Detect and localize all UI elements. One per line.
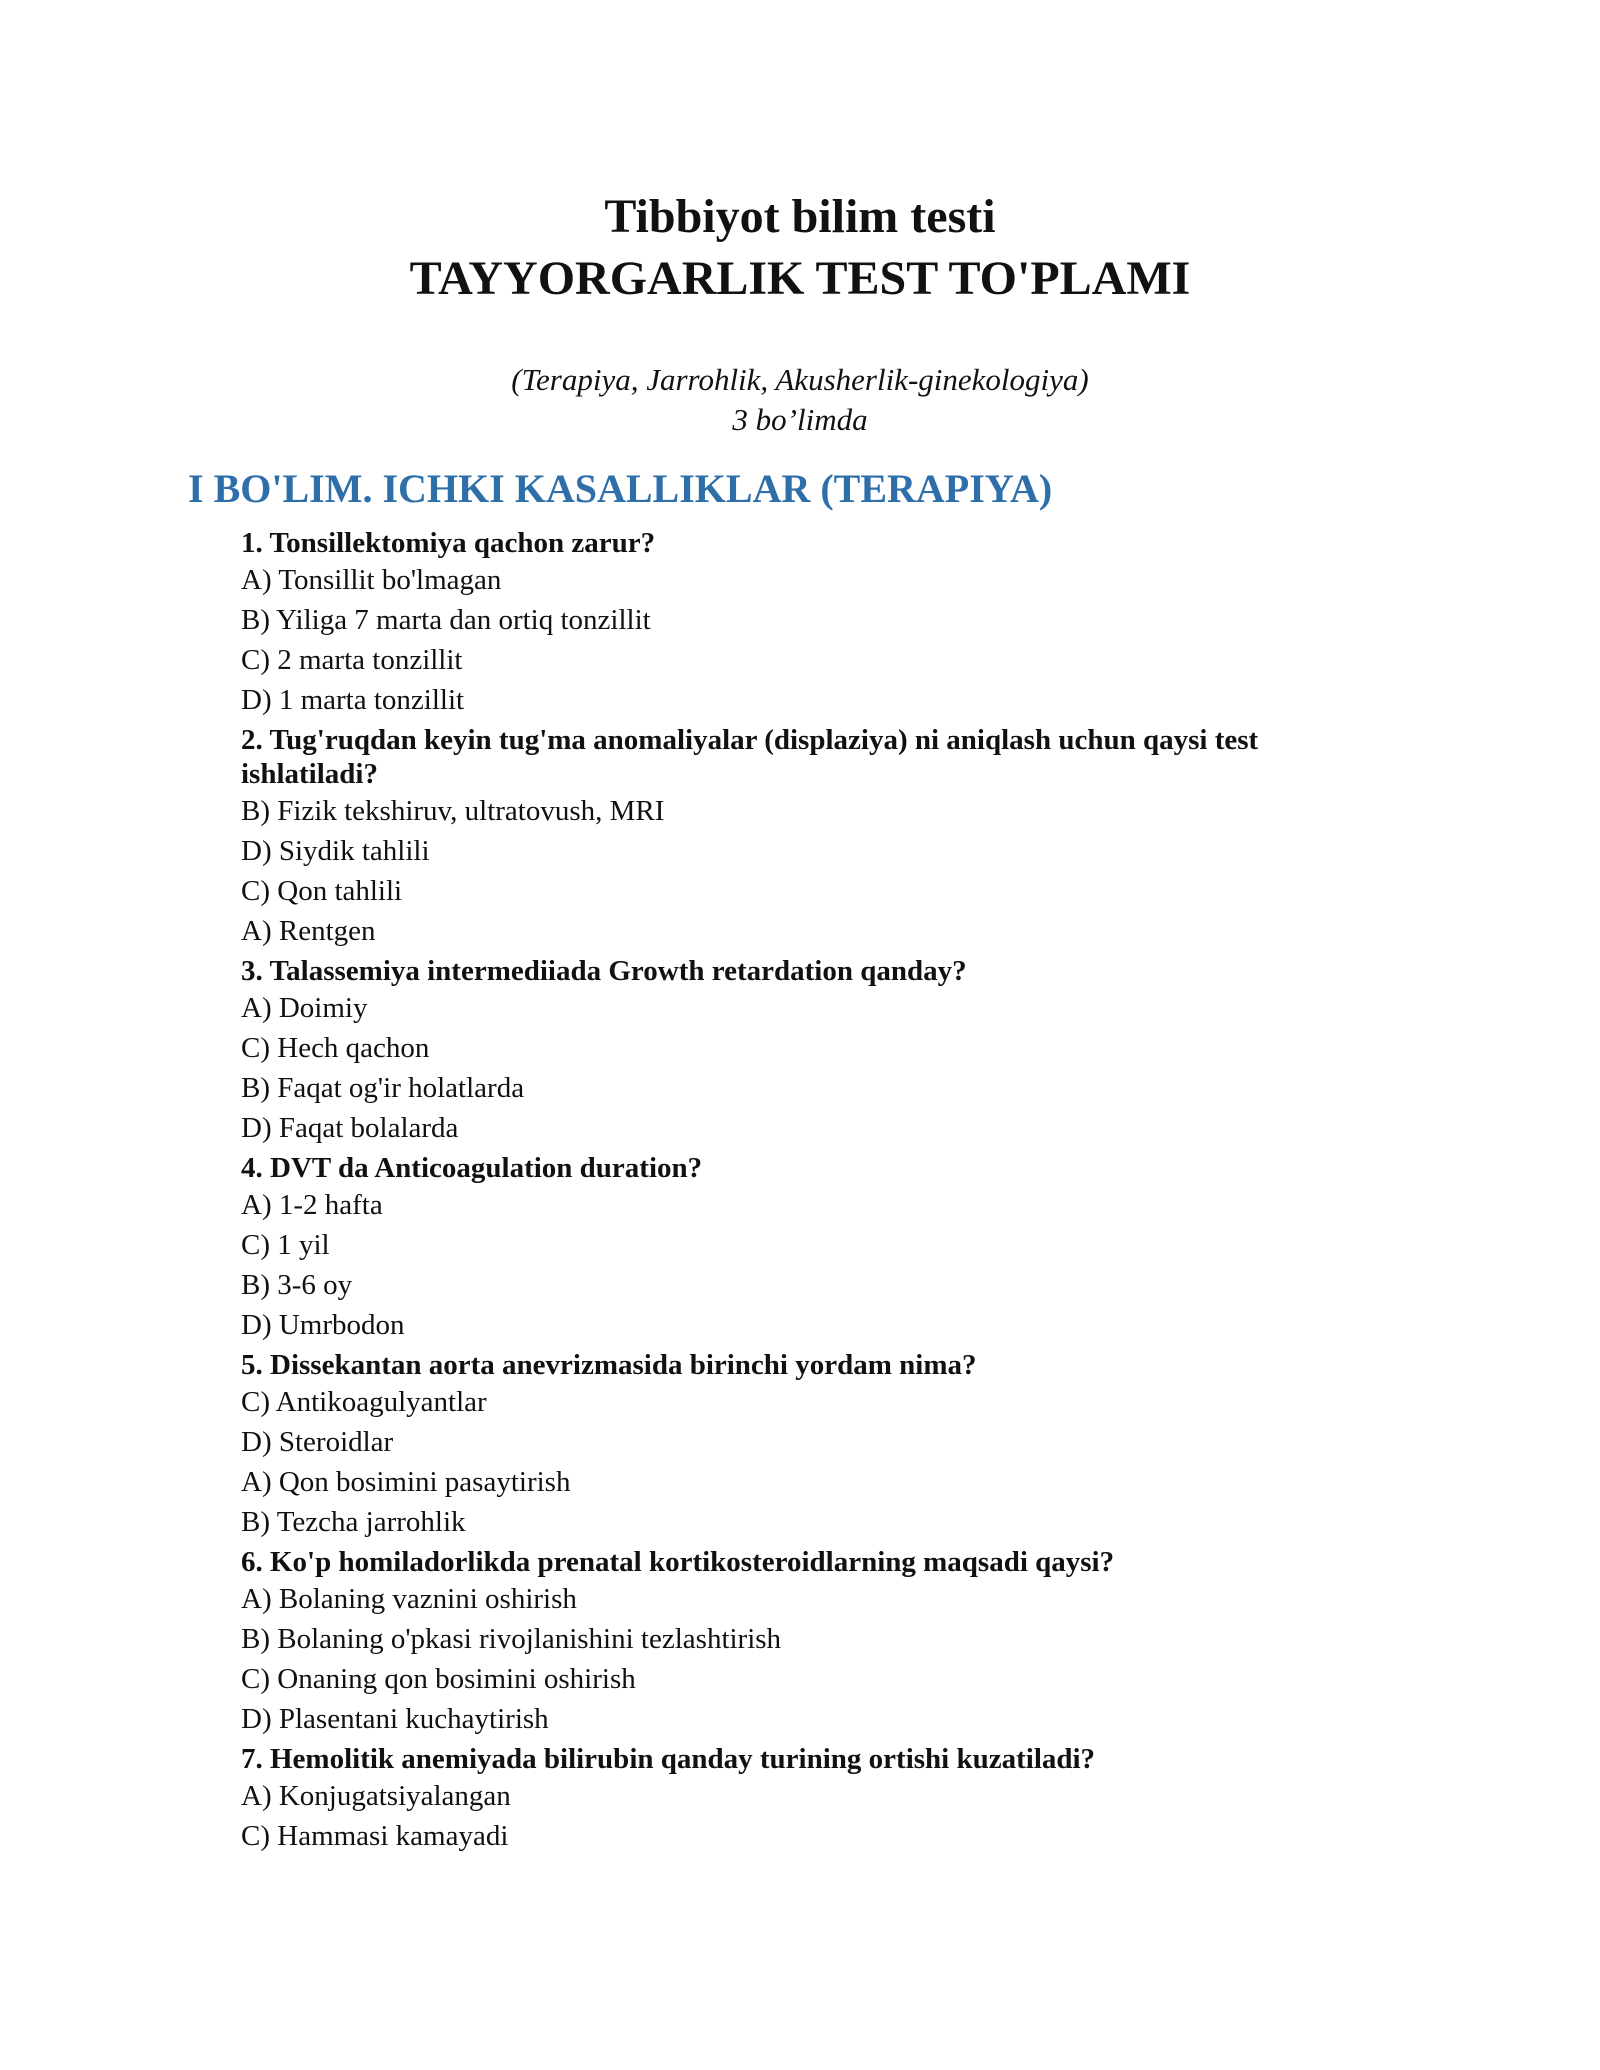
answer-option: A) Tonsillit bo'lmagan xyxy=(241,564,502,596)
question-item xyxy=(241,1742,1391,1856)
document-title xyxy=(0,186,1600,310)
answer-option: C) Qon tahlili xyxy=(241,875,403,907)
answer-option: C) Antikoagulyantlar xyxy=(241,1386,487,1418)
answer-option: B) Yiliga 7 marta dan ortiq tonzillit xyxy=(241,604,651,636)
question-text: 2. Tug'ruqdan keyin tug'ma anomaliyalar (displaziya) ni aniqlash uchun qaysi test ishlatiladi? xyxy=(241,724,1259,790)
question-item xyxy=(241,1348,1391,1542)
question-text: 5. Dissekantan aorta anevrizmasida birinchi yordam nima? xyxy=(241,1349,977,1381)
answer-option: A) 1-2 hafta xyxy=(241,1189,383,1221)
answer-option: A) Doimiy xyxy=(241,992,368,1024)
subtitle-line-1: (Terapiya, Jarrohlik, Akusherlik-ginekologiya) xyxy=(511,362,1089,397)
answer-option: C) Hammasi kamayadi xyxy=(241,1820,509,1852)
answer-option: D) Steroidlar xyxy=(241,1426,394,1458)
question-item xyxy=(241,723,1391,951)
answer-option: C) 1 yil xyxy=(241,1229,330,1261)
question-text: 3. Talassemiya intermediiada Growth retardation qanday? xyxy=(241,955,967,987)
answer-option: C) 2 marta tonzillit xyxy=(241,644,463,676)
answer-option: C) Onaning qon bosimini oshirish xyxy=(241,1663,636,1695)
answer-option: A) Rentgen xyxy=(241,915,376,947)
answer-option: B) Fizik tekshiruv, ultratovush, MRI xyxy=(241,795,665,827)
answer-option: D) Faqat bolalarda xyxy=(241,1112,459,1144)
question-text: 1. Tonsillektomiya qachon zarur? xyxy=(241,527,656,559)
answer-option: B) 3-6 oy xyxy=(241,1269,353,1301)
answer-option: B) Faqat og'ir holatlarda xyxy=(241,1072,525,1104)
question-item xyxy=(241,526,1391,720)
answer-option: D) Siydik tahlili xyxy=(241,835,430,867)
question-text: 4. DVT da Anticoagulation duration? xyxy=(241,1152,703,1184)
question-item xyxy=(241,954,1391,1148)
title-line-2: TAYYORGARLIK TEST TO'PLAMI xyxy=(409,252,1191,305)
title-line-1: Tibbiyot bilim testi xyxy=(604,190,996,243)
answer-option: D) Umrbodon xyxy=(241,1309,405,1341)
question-text: 6. Ko'p homiladorlikda prenatal kortikosteroidlarning maqsadi qaysi? xyxy=(241,1546,1115,1578)
question-text: 7. Hemolitik anemiyada bilirubin qanday turining ortishi kuzatiladi? xyxy=(241,1743,1096,1775)
document-subtitle xyxy=(0,360,1600,440)
answer-option: D) Plasentani kuchaytirish xyxy=(241,1703,549,1735)
answer-option: B) Tezcha jarrohlik xyxy=(241,1506,466,1538)
answer-option: A) Qon bosimini pasaytirish xyxy=(241,1466,571,1498)
question-item xyxy=(241,1545,1391,1739)
answer-option: C) Hech qachon xyxy=(241,1032,430,1064)
subtitle-line-2: 3 bo’limda xyxy=(732,402,868,437)
question-item xyxy=(241,1151,1391,1345)
answer-option: A) Konjugatsiyalangan xyxy=(241,1780,511,1812)
section-heading: I BO'LIM. ICHKI KASALLIKLAR (TERAPIYA) xyxy=(188,466,1053,511)
answer-option: D) 1 marta tonzillit xyxy=(241,684,465,716)
question-list xyxy=(241,523,1391,1856)
answer-option: A) Bolaning vaznini oshirish xyxy=(241,1583,577,1615)
answer-option: B) Bolaning o'pkasi rivojlanishini tezlashtirish xyxy=(241,1623,782,1655)
